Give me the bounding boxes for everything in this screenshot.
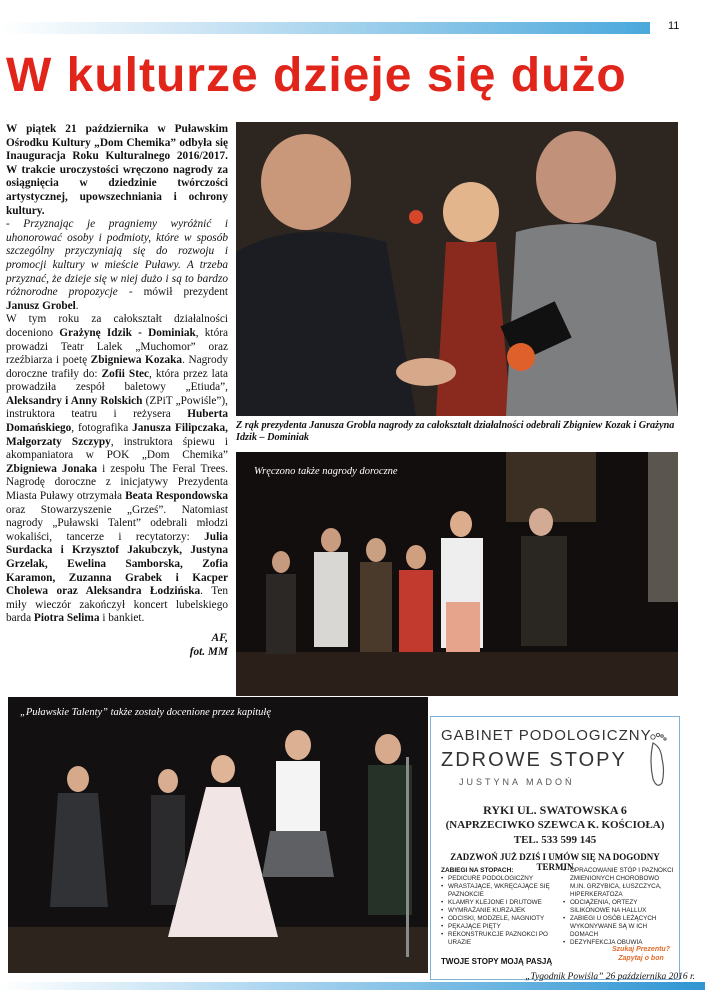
photo-award-handshake	[236, 122, 678, 416]
ad-phone: TEL. 533 599 145	[513, 834, 597, 846]
ad-owner-name: JUSTYNA MADOŃ	[459, 777, 575, 787]
footprint-icon	[647, 731, 669, 791]
list-item: • ODCISKI, MODZELE, NAGNIOTY	[441, 915, 559, 923]
ad-title-line1: GABINET PODOLOGICZNY	[441, 727, 652, 744]
photo-annual-awards	[236, 452, 678, 696]
article-quote: - Przyznając je pragniemy wyróżnić i uhonorować osoby i podmioty, które w sposób szczególny przyczyniają się do rozwoju i promocji kultury w mieście Puławy. A trzeba przyznać, że dzieje się w niej dużo i są to bardzo różnorodne propozycje - mówił prezydent Janusz Grobel.	[6, 218, 228, 312]
list-item: • PEDICURE PODOLOGICZNY	[441, 875, 559, 883]
list-item: • WYMRAŻANIE KURZAJEK	[441, 907, 559, 915]
ad-title-line2: ZDROWE STOPY	[441, 749, 627, 771]
list-item: • REKONSTRUKCJE PAZNOKCI PO URAZIE	[441, 931, 559, 947]
list-item: • ZABIEGI U OSÓB LEŻĄCYCH WYKONYWANE SĄ W ICH DOMACH	[563, 915, 675, 939]
photo-caption-talents: „Puławskie Talenty” także zostały docenione przez kapitułę	[20, 707, 272, 718]
photo-annual-awards-illustration	[236, 452, 678, 696]
article-lead: W piątek 21 października w Puławskim Ośrodku Kultury „Dom Chemika” odbyła się Inauguracja Roku Kulturalnego 2016/2017. W trakcie uroczystości wręczono nagrody za osiągnięcia w dziedzinie twórczości artystycznej, upowszechniania i ochrony kultury.	[6, 123, 228, 217]
photo-award-handshake-illustration	[236, 122, 678, 416]
bottom-gradient-bar	[0, 982, 705, 990]
ad-call-to-action: ZADZWOŃ JUŻ DZIŚ I UMÓW SIĘ NA DOGODNY TERMIN	[450, 852, 660, 872]
photo-young-talents	[8, 697, 428, 973]
list-item: • PĘKAJĄCE PIĘTY	[441, 923, 559, 931]
ad-treatments-left	[441, 875, 559, 947]
ad-address: RYKI UL. SWATOWSKA 6	[483, 803, 627, 817]
page-title: W kulturze dzieje się dużo	[6, 49, 627, 102]
ad-gift-badge: Szukaj Prezentu? Zapytaj o bon	[612, 946, 670, 962]
page-footer: „Tygodnik Powiśla” 26 października 2016 r.	[525, 972, 695, 982]
ad-address-note: (NAPRZECIWKO SZEWCA K. KOŚCIOŁA)	[445, 819, 665, 831]
list-item: • ODCIĄŻENIA, ORTEZY SILIKONOWE NA HALLUX	[563, 899, 675, 915]
list-item: • OPRACOWANIE STÓP I PAZNOKCI ZMIENIONYCH CHOROBOWO M.IN. GRZYBICA, ŁUSZCZYCA, HIPERKERATOZA	[563, 867, 675, 899]
top-gradient-bar	[0, 22, 650, 34]
photo-caption-annual: Wręczono także nagrody doroczne	[254, 466, 398, 477]
page-number: 11	[668, 20, 680, 32]
photo-young-talents-illustration	[8, 697, 428, 973]
photo-caption-handshake: Z rąk prezydenta Janusza Grobla nagrody za całokształt działalności odebrali Zbigniew Kozak i Grażyna Idzik – Dominiak	[236, 420, 675, 444]
list-item: • KLAMRY KLEJONE I DRUTOWE	[441, 899, 559, 907]
article-awards: W tym roku za całokształt działalności doceniono Grażynę Idzik - Dominiak, która prowadzi Teatr Lalek „Muchomor” oraz rzeźbiarza i poetę Zbigniewa Kozaka. Nagrody doroczne trafiły do: Zofii Stec, która przez lata prowadziła zespół baletowy „Etiuda”, Aleksandry i Anny Rolskich (ZPiT „Powiśle”), instruktora teatru i reżysera Huberta Domańskiego, fotografika Janusza Filipczaka, Małgorzaty Szczypy, instruktora śpiewu i akompaniatora w POK „Dom Chemika” Zbigniewa Jonaka i zespołu The Feral Trees. Nagrodę doroczne z inicjatywy Prezydenta Miasta Puławy otrzymała Beata Respondowska oraz Stowarzyszenie „Grześ”. Natomiast nagrody „Puławski Talent” odebrali młodzi wokaliści, tancerze i recytatorzy: Julia Surdacka i Krzysztof Jakubczyk, Justyna Grzelak, Ewelina Samborska, Zofia Karamon, Zuzanna Grabek i Kacper Cholewa oraz Aleksandra Łodzińska. Ten miły wieczór zakończył koncert lubelskiego barda Piotra Selima i bankiet.	[6, 313, 229, 625]
ad-treatments-right	[563, 867, 675, 947]
article-signature: AF, fot. MM	[189, 631, 228, 658]
list-item: • DEZYNFEKCJA OBUWIA	[563, 939, 675, 947]
podology-ad	[430, 716, 680, 980]
ad-tagline: TWOJE STOPY MOJĄ PASJĄ	[441, 957, 553, 966]
list-item: • WRASTAJĄCE, WKRĘCAJĄCE SIĘ PAZNOKCIE	[441, 883, 559, 899]
ad-treatments-label: ZABIEGI NA STOPACH:	[441, 867, 514, 874]
article-body	[6, 123, 228, 659]
